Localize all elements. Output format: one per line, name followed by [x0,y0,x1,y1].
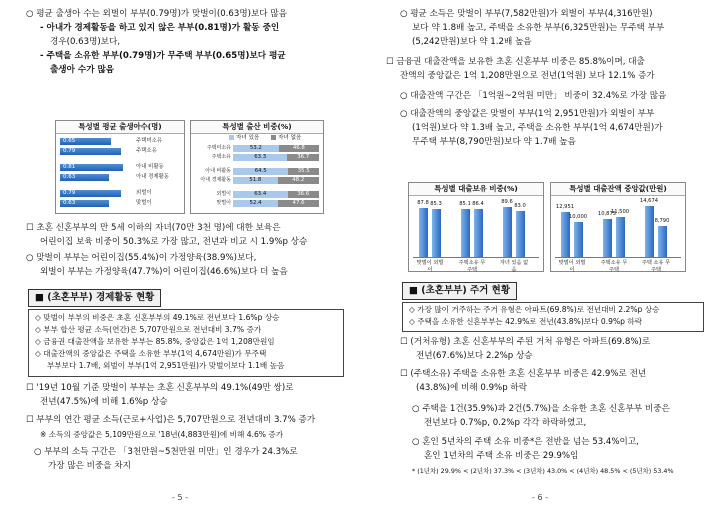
text-line: ☐ (주택소유) 주택을 소유한 초혼 신혼부부 비중은 42.9%로 전년 [400,369,647,379]
bar [60,138,111,145]
data-label: 0.63 [63,200,76,206]
bar [658,226,667,257]
tick-label: 아내 비활동 [136,164,164,170]
tick-label: 맞벌이 [136,200,152,206]
tick-label: 외벌이 [216,191,231,197]
tick-label: 주택미소유 [136,138,163,144]
text-line: ○ 대출잔액의 중앙값은 맞벌이 부부(1억 2,951만원)가 외벌이 부부 [400,109,655,119]
page-number: - 5 - [172,493,188,502]
text-line: ☐ 금융권 대출잔액을 보유한 초혼 신혼부부 비중은 85.8%이며, 대출 [386,57,645,67]
text-line: ※ 소득의 중앙값은 5,109만원으로 '18년(4,883만원)에 비해 4.6% 증가 [40,430,284,439]
text-line: 부부보다 1.7배, 외벌이 부부(1억 2,951만원)가 맞벌이보다 1.1배 높음 [47,361,285,370]
bar-segment-no-children: 46.8 [279,145,319,152]
data-label: 86.4 [472,200,484,207]
data-label: 14,674 [639,197,659,204]
data-label: 12,951 [555,203,575,210]
bar [60,190,121,197]
data-label: 89.6 [501,198,513,205]
bar-segment-with-children: 51.8 [233,177,278,184]
legend-item: 자녀 없음 [271,135,301,142]
bar [616,217,625,257]
legend-item: 자녀 있음 [229,135,259,142]
x-axis [555,257,681,258]
stacked-bar [233,191,319,198]
bar [461,209,470,257]
chart-title: 특성별 대출보유 비중(%) [409,183,543,196]
text-line: (5,242만원)보다 약 1.2배 높음 [412,37,532,47]
data-label: 83.0 [514,202,526,209]
text-line: ☐ '19년 10월 기준 맞벌이 부부는 초혼 신혼부부의 49.1%(49만 쌍)로 [26,383,294,393]
tick-label: 아내 경제활동 [136,174,169,180]
stacked-bar [233,177,319,184]
tick-label: 주택소유 무주택 [458,260,486,273]
text-line: ◇ 맞벌이 부부의 비중은 초혼 신혼부부의 49.1%로 전년보다 1.6%p 상승 [35,313,280,322]
data-label: 85.3 [430,201,442,208]
summary-box [28,309,344,377]
bar-segment-no-children: 35.5 [288,168,319,175]
tick-label: 주택미소유 [206,145,231,151]
bar-segment-no-children: 47.6 [278,200,319,207]
tick-label: 자녀 있음 없음 [499,260,529,273]
data-label: 0.65 [63,138,76,144]
bar-segment-no-children: 36.6 [288,191,319,198]
bar [60,174,109,181]
bar-segment-with-children: 52.4 [233,200,278,207]
text-line: 어린이집 보육 비중이 50.3%로 가장 많고, 전년과 비교 시 1.9%p 상승 [40,237,308,247]
text-line: 외벌이 부부는 가정양육(47.7%)이 어린이집(46.6%)보다 더 높음 [40,267,288,277]
legend-swatch-icon [229,135,234,140]
stacked-bar [233,154,319,161]
text-line: 출생아 수가 많음 [50,65,115,75]
data-label: 10,875 [597,210,617,217]
text-line: 전년(47.5%)에 비해 1.6%p 상승 [40,397,168,407]
text-line: 가장 많은 비중을 차지 [48,461,131,471]
text-line: ◇ 주택을 소유한 신혼부부는 42.9%로 전년(43.8%)보다 0.9%p 하락 [409,317,643,326]
tick-label: 아내 비활동 [205,168,231,174]
text-line: 잔액의 중앙값은 1억 1,208만원으로 전년(1억원) 보다 12.1% 증가 [400,71,655,81]
chart-loan-median [550,182,686,272]
data-label: 10,000 [568,214,588,220]
data-label: 0.81 [63,164,76,170]
bar-segment-with-children: 53.2 [233,145,279,152]
text-line: ☐ (거처유형) 초혼 신혼부부의 주된 거처 유형은 아파트(69.8%)로 [400,337,651,347]
text-line: ☐ 초혼 신혼부부의 만 5세 이하의 자녀(70만 3천 명)에 대한 보육은 [26,223,281,233]
text-line: 보다 약 1.8배 높고, 주택을 소유한 부부(6,325만원)는 무주택 부부 [412,23,665,33]
text-line: ○ 평균 출생아 수는 외벌이 부부(0.79명)가 맞벌이(0.63명)보다 많음 [26,9,287,19]
chart-title: 특성별 출산 비중(%) [191,121,323,134]
text-line: - 아내가 경제활동을 하고 있지 않은 부부(0.81명)가 활동 중인 [40,23,280,33]
data-label: 0.79 [63,190,76,196]
text-line: ◇ 부부 합산 평균 소득(연간)은 5,707만원으로 전년대비 3.7% 증가 [35,325,262,334]
section-heading: ■ (초혼부부) 경제활동 현황 [28,289,161,307]
legend-swatch-icon [271,135,276,140]
text-line: ○ 부부의 소득 구간은 「3천만원~5천만원 미만」인 경우가 24.3%로 [34,447,298,457]
text-line: ○ 평균 소득은 맞벌이 부부(7,582만원)가 외벌이 부부(4,316만원) [400,9,653,19]
bar [60,164,123,171]
chart-title: 특성별 대출잔액 중앙값(만원) [551,183,685,196]
chart-loan-share [408,182,544,272]
data-label: 0.63 [63,174,76,180]
summary-box [402,302,704,332]
text-line: ◇ 가장 많이 거주하는 주거 유형은 아파트(69.8%)로 전년대비 2.2%p 상승 [409,305,660,314]
stacked-bar [233,200,319,207]
tick-label: 주택소유 무주택 [600,260,628,273]
text-line: - 주택을 소유한 부부(0.79명)가 무주택 부부(0.65명)보다 평균 [40,51,286,61]
tick-label: 아내 경제활동 [200,177,231,183]
page-number: - 6 - [532,493,548,502]
bar [60,200,109,207]
text-line: ○ 대출잔액 구간은 「1억원~2억원 미만」 비중이 32.4%로 가장 많음 [400,91,667,101]
data-label: 87.8 [417,199,429,206]
bar-segment-with-children: 63.4 [233,191,288,198]
bar [645,206,654,257]
stacked-bar [233,168,319,175]
bar [474,209,483,257]
text-line: (43.8%)에 비해 0.9%p 하락 [416,383,527,393]
bar-segment-with-children: 63.3 [233,154,287,161]
text-line: (1억원)보다 약 1.3배 높고, 주택을 소유한 부부(1억 4,674만원)가 [412,123,663,133]
data-label: 0.79 [63,148,76,154]
tick-label: 맞벌이 [216,200,231,206]
section-heading: ■ (초혼부부) 주거 현황 [402,282,517,300]
tick-label: 주택 소유 무주택 [641,260,671,273]
page-6 [360,0,720,508]
text-line: 혼인 1년차의 주택 소유 비중은 29.9%임 [424,451,579,461]
bar [574,222,583,257]
data-label: 11,500 [610,208,630,215]
bar [503,207,512,257]
bar [419,208,428,257]
tick-label: 주택소유 [136,148,157,154]
text-line: ◇ 대출잔액의 중앙값은 주택을 소유한 부부(1억 4,674만원)가 무주택 [35,349,267,358]
bar [603,219,612,257]
tick-label: 맞벌이 외벌이 [416,260,444,273]
bar [60,148,121,155]
text-line: ☐ 부부의 연간 평균 소득(근로+사업)은 5,707만원으로 전년대비 3.7% 증가 [26,415,316,425]
chart-title: 특성별 평균 출생아수(명) [56,121,184,134]
bar-segment-no-children: 48.2 [278,177,319,184]
tick-label: 외벌이 [136,190,152,196]
data-label: 8,790 [654,218,670,225]
data-label: 85.1 [459,201,471,208]
chart-birth-share [190,120,324,214]
x-axis [413,257,539,258]
text-line: 전년보다 0.7%p, 0.2%p 각각 하락하였고, [424,418,587,428]
text-line: ○ 주택을 1건(35.9%)과 2건(5.7%)을 소유한 초혼 신혼부부 비중은 [412,404,670,414]
bar [432,209,441,257]
text-line: 무주택 부부(8,790만원)보다 약 1.7배 높음 [412,137,576,147]
tick-label: 맞벌이 외벌이 [558,260,586,273]
text-line: ◇ 금융권 대출잔액을 보유한 부부는 85.8%, 중앙값은 1억 1,208만원임 [35,337,275,346]
bar-segment-with-children: 64.5 [233,168,288,175]
chart-avg-births [55,120,185,214]
text-line: 전년(67.6%)보다 2.2%p 상승 [416,351,533,361]
text-line: ○ 혼인 5년차의 주택 소유 비중*은 전반을 넘는 53.4%이고, [412,437,639,447]
tick-label: 주택소유 [211,154,231,160]
text-line: 경우(0.63명)보다, [50,37,121,47]
text-line: ○ 맞벌이 부부는 어린이집(55.4%)이 가정양육(38.9%)보다, [26,253,257,263]
stacked-bar [233,145,319,152]
bar-segment-no-children: 36.7 [287,154,319,161]
text-line: * (1년차) 29.9% < (2년차) 37.3% < (3년차) 43.0% < (4년차) 48.5% < (5년차) 53.4% [412,467,674,475]
bar [516,211,525,257]
